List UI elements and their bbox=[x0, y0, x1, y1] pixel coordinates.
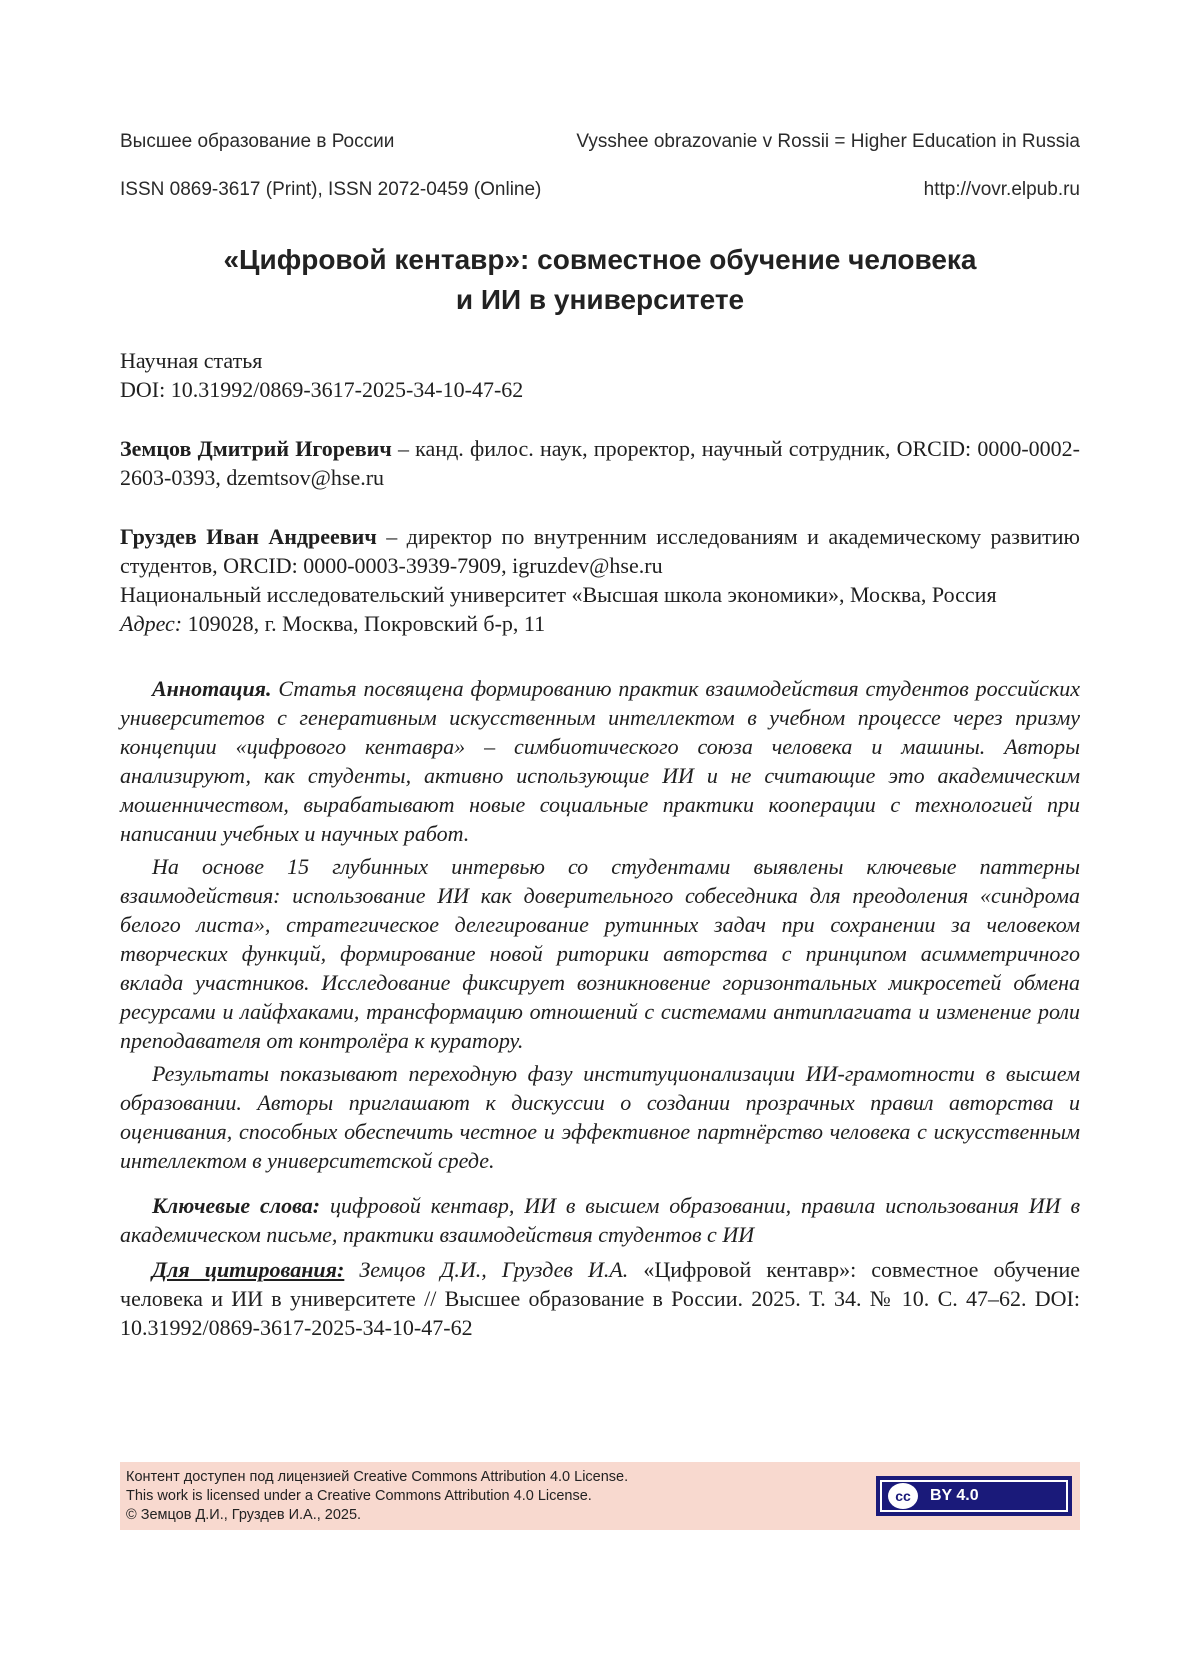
citation-label: Для цитирования: bbox=[152, 1257, 345, 1282]
license-line-en: This work is licensed under a Creative Commons Attribution 4.0 License. bbox=[126, 1488, 592, 1504]
cc-badge-frame bbox=[880, 1480, 1068, 1512]
journal-name-ru: Высшее образование в России bbox=[120, 131, 395, 152]
address-label: Адрес: bbox=[120, 611, 183, 636]
copyright-line: © Земцов Д.И., Груздев И.А., 2025. bbox=[126, 1507, 362, 1523]
abstract bbox=[120, 674, 1080, 1175]
abstract-p2: На основе 15 глубинных интервью со студентами выявлены ключевые паттерны взаимодействия: использование ИИ как доверительного собеседника для преодоления «синдрома белого листа», стратегическое делегирование рутинных задач при сохранении за человеком творческих функций, формирование новой риторики авторства с принципом асимметричного вклада участников. Исследование фиксирует возникновение горизонтальных микросетей обмена ресурсами и лайфхаками, трансформацию отношений с системами антиплагиата и изменение роли преподавателя от контролёра к куратору. bbox=[120, 854, 1080, 1053]
citation bbox=[120, 1255, 1080, 1342]
article-meta bbox=[120, 346, 1080, 404]
citation-authors: Земцов Д.И., Груздев И.А. bbox=[344, 1257, 629, 1282]
abstract-p3: Результаты показывают переходную фазу институционализации ИИ-грамотности в высшем образовании. Авторы приглашают к дискуссии о создании прозрачных правил авторства и оценивания, способных обеспечить честное и эффективное партнёрство человека с искусственным интеллектом в университетской среде. bbox=[120, 1061, 1080, 1173]
cc-by-badge[interactable] bbox=[876, 1476, 1072, 1516]
journal-url[interactable]: http://vovr.elpub.ru bbox=[923, 179, 1080, 200]
journal-name-en: Vysshee obrazovanie v Rossii = Higher Education in Russia bbox=[576, 131, 1080, 152]
running-header-issn bbox=[120, 179, 1080, 201]
title-line-2: и ИИ в университете bbox=[455, 284, 745, 315]
issn: ISSN 0869-3617 (Print), ISSN 2072-0459 (Online) bbox=[120, 179, 542, 200]
citation-text: «Цифровой кентавр»: совместное обучение человека и ИИ в университете // Высшее образование в России. 2025. Т. 34. № 10. С. 47–62. DOI: 10.31992/0869-3617-2025-34-10-47-62 bbox=[120, 1257, 1080, 1340]
author-2-name: Груздев Иван Андреевич bbox=[120, 524, 377, 549]
title-line-1: «Цифровой кентавр»: совместное обучение человека bbox=[223, 244, 977, 275]
author-1-name: Земцов Дмитрий Игоревич bbox=[120, 436, 392, 461]
cc-logo-icon: cc bbox=[888, 1483, 918, 1509]
cc-badge-label: BY 4.0 bbox=[930, 1487, 979, 1504]
author-2 bbox=[120, 522, 1080, 638]
address: 109028, г. Москва, Покровский б-р, 11 bbox=[182, 611, 546, 636]
author-1 bbox=[120, 434, 1080, 492]
keywords-label: Ключевые слова: bbox=[152, 1193, 321, 1218]
license-text bbox=[126, 1468, 628, 1525]
article-title bbox=[120, 240, 1080, 320]
article-doi: DOI: 10.31992/0869-3617-2025-34-10-47-62 bbox=[120, 377, 524, 402]
abstract-p1: Статья посвящена формированию практик взаимодействия студентов российских университетов с генеративным искусственным интеллектом в учебном процессе через призму концепции «цифрового кентавра» – симбиотического союза человека и машины. Авторы анализируют, как студенты, активно использующие ИИ и не считающие это академическим мошенничеством, вырабатывают новые социальные практики кооперации с технологией при написании учебных и научных работ. bbox=[120, 676, 1080, 846]
author-2-info: – директор по внутренним исследованиям и академическому развитию студентов, ORCID: 0000-0003-3939-7909, igruzdev@hse.ru bbox=[120, 524, 1080, 578]
keywords bbox=[120, 1191, 1080, 1249]
keywords-text: цифровой кентавр, ИИ в высшем образовании, правила использования ИИ в академическом письме, практики взаимодействия студентов с ИИ bbox=[120, 1193, 1080, 1247]
article-type: Научная статья bbox=[120, 348, 263, 373]
license-line-ru: Контент доступен под лицензией Creative Commons Attribution 4.0 License. bbox=[126, 1469, 629, 1485]
author-1-info: – канд. филос. наук, проректор, научный сотрудник, ORCID: 0000-0002-2603-0393, dzemtsov@hse.ru bbox=[120, 436, 1080, 490]
running-header-journal bbox=[120, 131, 1080, 153]
affiliation: Национальный исследовательский университет «Высшая школа экономики», Москва, Россия bbox=[120, 582, 997, 607]
license-box bbox=[120, 1462, 1080, 1530]
abstract-label: Аннотация. bbox=[152, 676, 272, 701]
